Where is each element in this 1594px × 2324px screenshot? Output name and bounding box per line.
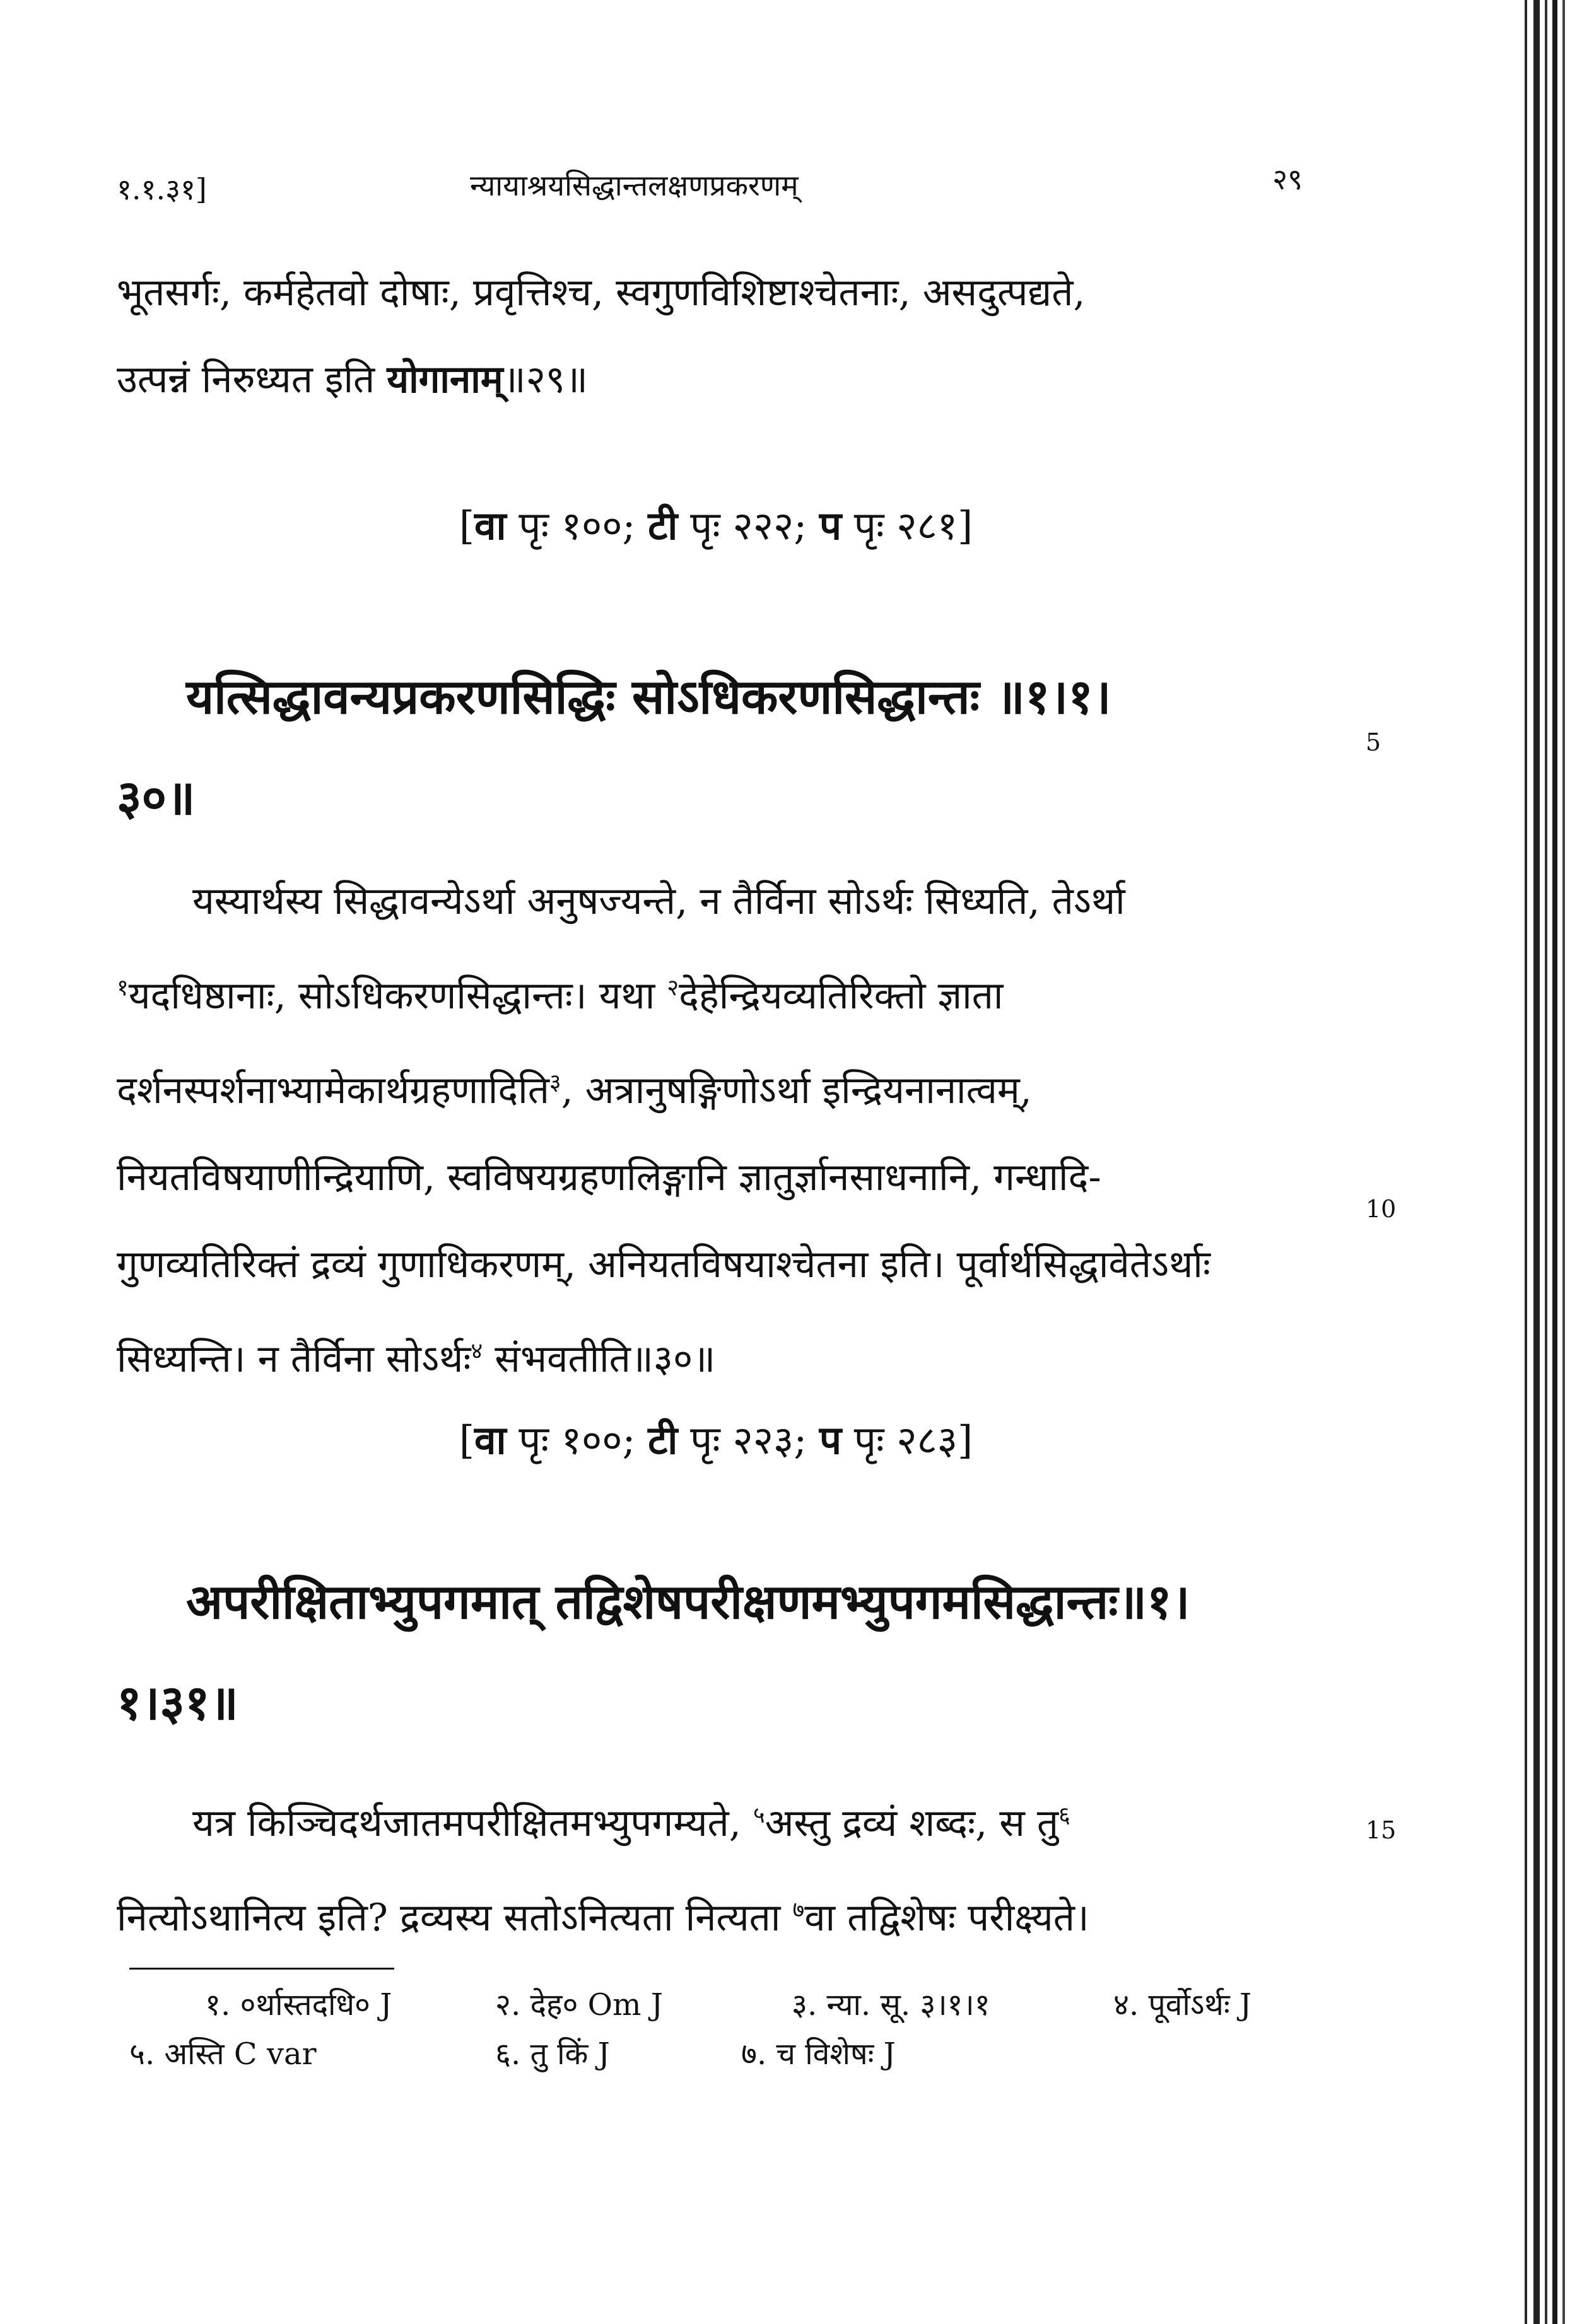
footnote-6: ६. तु किं J: [495, 2036, 610, 2072]
text: देहेन्द्रियव्यतिरिक्तो ज्ञाता: [679, 974, 1004, 1018]
ref-ti: टी: [648, 1417, 678, 1463]
bracket-open: [: [459, 503, 475, 549]
text-plain: उत्पन्नं निरुध्यत इति: [117, 358, 387, 402]
paragraph-top: [117, 249, 1309, 423]
verse-number: ॥२९॥: [503, 358, 588, 402]
ref-ti-page: पृः २२३;: [677, 1417, 819, 1463]
footnote-marker-1: १: [117, 975, 129, 1001]
footnote-marker-3: ३: [549, 1070, 561, 1095]
footnote-2: २. देह० Om J: [495, 1987, 664, 2023]
footnote-marker-2: २: [667, 975, 679, 1001]
ref-pa: प: [819, 1417, 842, 1463]
text: संभवतीति॥३०॥: [483, 1337, 716, 1381]
ref-ti: टी: [648, 503, 678, 549]
text: सिध्यन्ति। न तैर्विना सोऽर्थः: [117, 1337, 471, 1381]
commentary-30-line-4: नियतविषयाणीन्द्रियाणि, स्वविषयग्रहणलिङ्गानि ज्ञातुर्ज्ञानसाधनानि, गन्धादि-: [117, 1155, 1101, 1200]
text: यत्र किञ्चिदर्थजातमपरीक्षितमभ्युपगम्यते,: [192, 1801, 753, 1845]
commentary-30-line-3: [117, 1039, 1309, 1134]
footnote-1: १. ०र्थास्तदधि० J: [205, 1987, 392, 2023]
running-header: [117, 156, 1303, 207]
footnote-marker-6: ६: [1058, 1802, 1070, 1828]
commentary-30-line-1: यस्यार्थस्य सिद्धावन्येऽर्था अनुषज्यन्ते, न तैर्विना सोऽर्थः सिध्यति, तेऽर्था: [192, 879, 1125, 923]
sutra-31: [117, 1551, 1309, 1753]
commentary-30-line-5: गुणव्यतिरिक्तं द्रव्यं गुणाधिकरणम्, अनियतविषयाश्चेतना इति। पूर्वार्थसिद्धावेतेऽर्थाः: [117, 1242, 1210, 1287]
book-binding-edge: [1512, 0, 1594, 2324]
page-number: २९: [1272, 162, 1303, 196]
footnote-separator: [129, 1968, 394, 1970]
header-sutra-reference: १.१.३१]: [117, 172, 207, 206]
paragraph-top-line-1: भूतसर्गः, कर्महेतवो दोषाः, प्रवृत्तिश्च, स्वगुणविशिष्टाश्चेतनाः, असदुत्पद्यते,: [117, 271, 1086, 315]
text: , अत्रानुषङ्गिणोऽर्था इन्द्रियनानात्वम्,: [561, 1068, 1032, 1112]
footnote-marker-7: ७: [792, 1897, 805, 1923]
footnote-marker-4: ४: [471, 1338, 483, 1364]
text: वा तद्विशेषः परीक्ष्यते।: [804, 1896, 1089, 1940]
ref-va-page: पृः १००;: [506, 1417, 648, 1463]
text: यदधिष्ठानाः, सोऽधिकरणसिद्धान्तः। यथा: [128, 974, 667, 1018]
commentary-reference-1: [0, 498, 1432, 551]
sutra-31-line-2: १।३१॥: [117, 1674, 238, 1731]
commentary-30: [117, 858, 1309, 1403]
text: दर्शनस्पर्शनाभ्यामेकार्थग्रहणादिति: [117, 1068, 549, 1112]
footnote-3: ३. न्या. सू. ३।१।१: [792, 1987, 990, 2023]
commentary-30-line-6: [117, 1308, 1309, 1403]
ref-va-page: पृः १००;: [506, 503, 648, 549]
footnote-5: ५. अस्ति C var: [129, 2036, 317, 2072]
sutra-30: [117, 646, 1309, 848]
commentary-31: [117, 1772, 1309, 1961]
ref-ti-page: पृः २२२;: [677, 503, 819, 549]
commentary-30-line-2: [117, 945, 1309, 1039]
text: अस्तु द्रव्यं शब्दः, स तु: [765, 1801, 1059, 1845]
ref-va: वा: [474, 503, 507, 549]
line-number-15: 15: [1366, 1816, 1397, 1844]
sutra-31-line-1: अपरीक्षिताभ्युपगमात् तद्विशेषपरीक्षणमभ्युपगमसिद्धान्तः॥१।: [186, 1574, 1190, 1630]
sutra-30-line-1: यत्सिद्धावन्यप्रकरणसिद्धिः सोऽधिकरणसिद्धान्तः ॥१।१।: [186, 669, 1111, 725]
commentary-reference-2: [0, 1413, 1432, 1466]
footnote-marker-5: ५: [753, 1802, 765, 1828]
paragraph-top-line-2: [117, 336, 1309, 423]
footnote-4: ४. पूर्वोऽर्थः J: [1113, 1987, 1252, 2023]
commentary-31-line-2: [117, 1867, 1309, 1961]
text-bold-yoganam: योगानाम्: [387, 358, 503, 402]
ref-pa-page: पृः २८१]: [841, 503, 973, 549]
text: नित्योऽथानित्य इति? द्रव्यस्य सतोऽनित्यता नित्यता: [117, 1896, 793, 1940]
ref-va: वा: [474, 1417, 507, 1463]
commentary-31-line-1: [117, 1772, 1309, 1867]
line-number-5: 5: [1366, 728, 1381, 756]
line-number-10: 10: [1366, 1195, 1397, 1223]
footnote-7: ७. च विशेषः J: [741, 2036, 896, 2072]
ref-pa: प: [819, 503, 842, 549]
sutra-30-line-2: ३०॥: [117, 769, 196, 826]
ref-pa-page: पृः २८३]: [841, 1417, 973, 1463]
bracket-open: [: [459, 1417, 475, 1463]
header-chapter-title: न्यायाश्रयसिद्धान्तलक्षणप्रकरणम्: [470, 168, 799, 202]
